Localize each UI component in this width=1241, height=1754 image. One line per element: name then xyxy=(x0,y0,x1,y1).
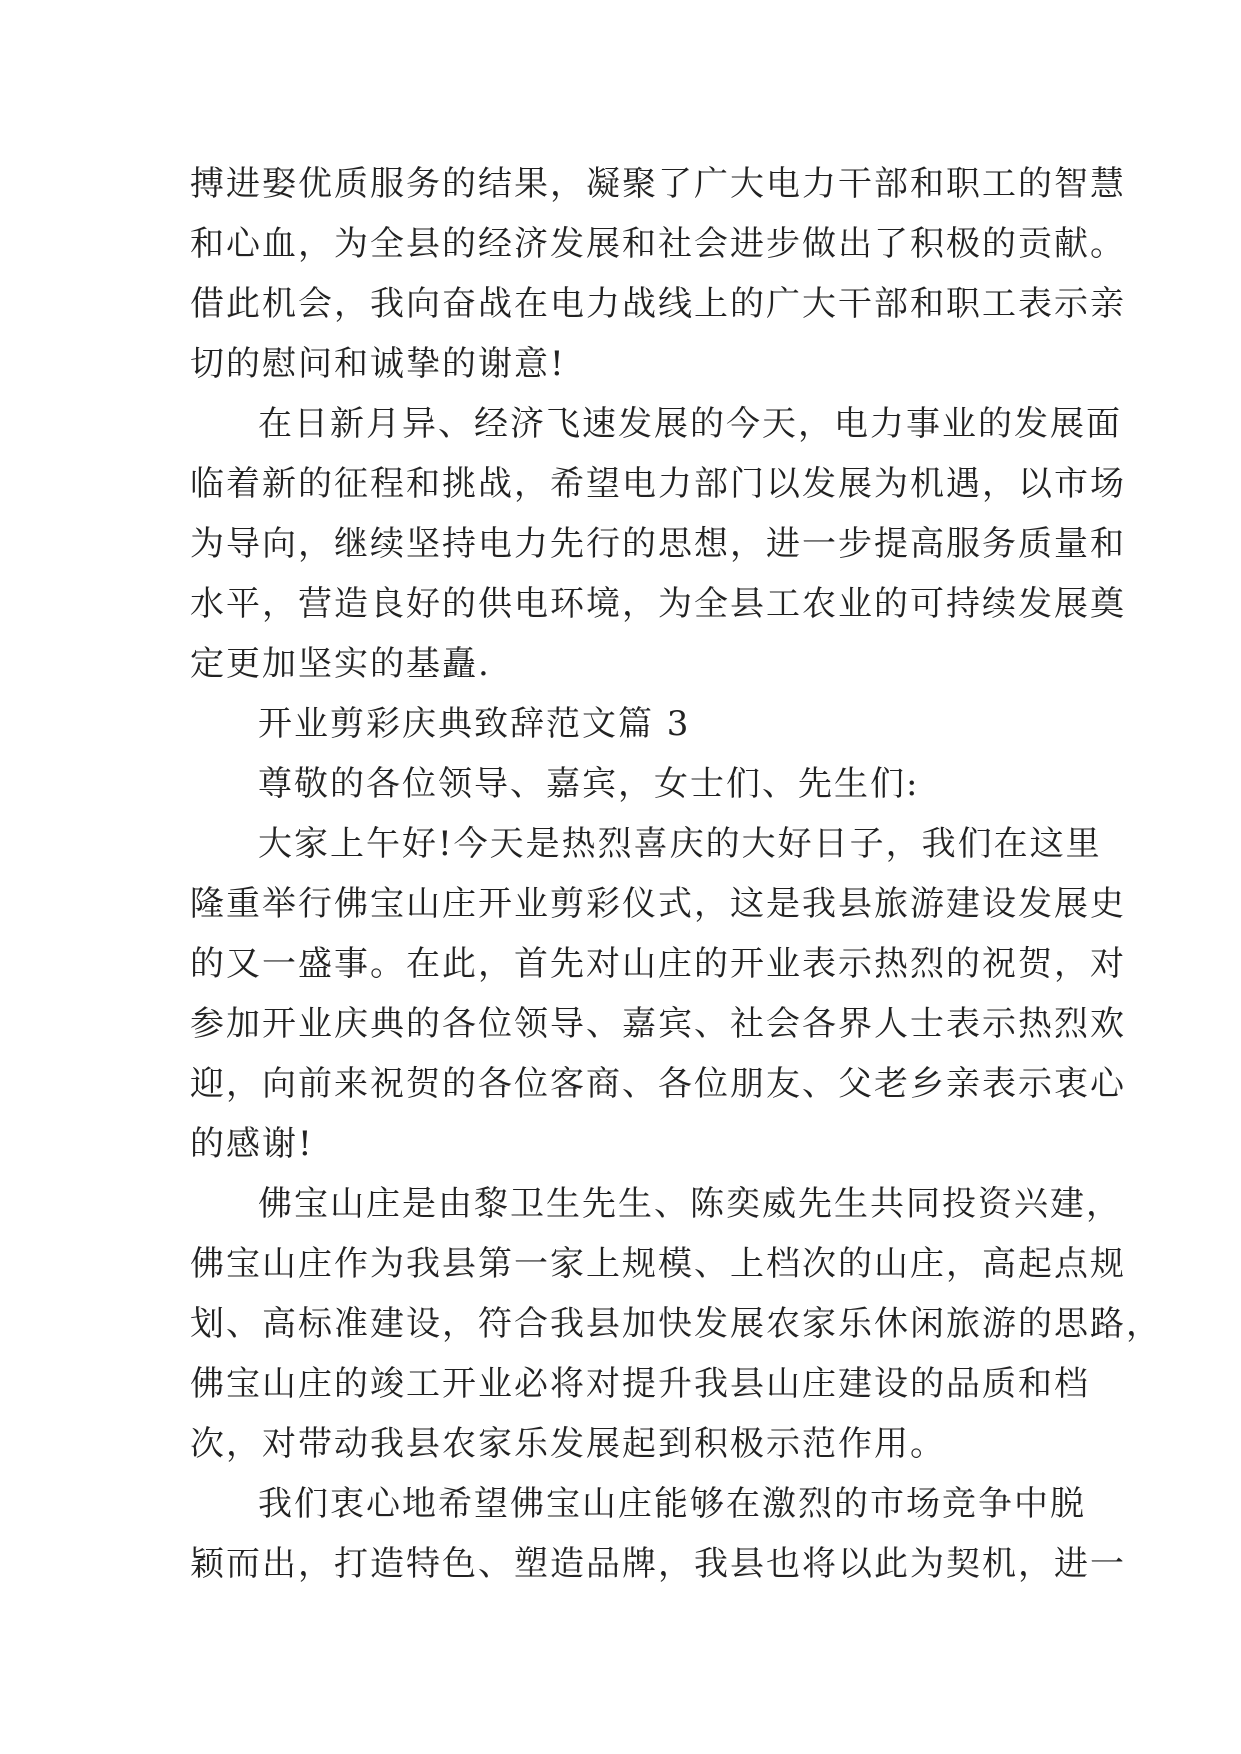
text-line: 划、高标准建设，符合我县加快发展农家乐休闲旅游的思路， xyxy=(190,1304,1162,1344)
paragraph-first-line: 在日新月异、经济飞速发展的今天，电力事业的发展面 xyxy=(258,404,1122,444)
text-line: 临着新的征程和挑战，希望电力部门以发展为机遇，以市场 xyxy=(190,464,1126,504)
paragraph-first-line: 佛宝山庄是由黎卫生先生、陈奕威先生共同投资兴建， xyxy=(258,1184,1122,1224)
text-line: 佛宝山庄的竣工开业必将对提升我县山庄建设的品质和档 xyxy=(190,1364,1090,1404)
text-line: 次，对带动我县农家乐发展起到积极示范作用。 xyxy=(190,1424,946,1464)
text-line: 迎，向前来祝贺的各位客商、各位朋友、父老乡亲表示衷心 xyxy=(190,1064,1126,1104)
text-line: 切的慰问和诚挚的谢意! xyxy=(190,344,566,384)
text-line: 搏进娶优质服务的结果，凝聚了广大电力干部和职工的智慧 xyxy=(190,164,1126,204)
text-line: 定更加坚实的基矗. xyxy=(190,644,491,684)
text-line: 佛宝山庄作为我县第一家上规模、上档次的山庄，高起点规 xyxy=(190,1244,1126,1284)
text-line: 隆重举行佛宝山庄开业剪彩仪式，这是我县旅游建设发展史 xyxy=(190,884,1126,924)
text-line: 借此机会，我向奋战在电力战线上的广大干部和职工表示亲 xyxy=(190,284,1126,324)
text-line: 参加开业庆典的各位领导、嘉宾、社会各界人士表示热烈欢 xyxy=(190,1004,1126,1044)
text-line: 水平，营造良好的供电环境，为全县工农业的可持续发展奠 xyxy=(190,584,1126,624)
salutation: 尊敬的各位领导、嘉宾，女士们、先生们: xyxy=(258,764,920,804)
text-line: 和心血，为全县的经济发展和社会进步做出了积极的贡献。 xyxy=(190,224,1126,264)
text-line: 的又一盛事。在此，首先对山庄的开业表示热烈的祝贺，对 xyxy=(190,944,1126,984)
text-line: 颖而出，打造特色、塑造品牌，我县也将以此为契机，进一 xyxy=(190,1544,1126,1584)
paragraph-first-line: 我们衷心地希望佛宝山庄能够在激烈的市场竞争中脱 xyxy=(258,1484,1086,1524)
text-line: 为导向，继续坚持电力先行的思想，进一步提高服务质量和 xyxy=(190,524,1126,564)
paragraph-first-line: 大家上午好!今天是热烈喜庆的大好日子，我们在这里 xyxy=(258,824,1102,864)
section-title: 开业剪彩庆典致辞范文篇 3 xyxy=(258,704,691,744)
document-body xyxy=(190,160,1162,1600)
text-line: 的感谢! xyxy=(190,1124,314,1164)
